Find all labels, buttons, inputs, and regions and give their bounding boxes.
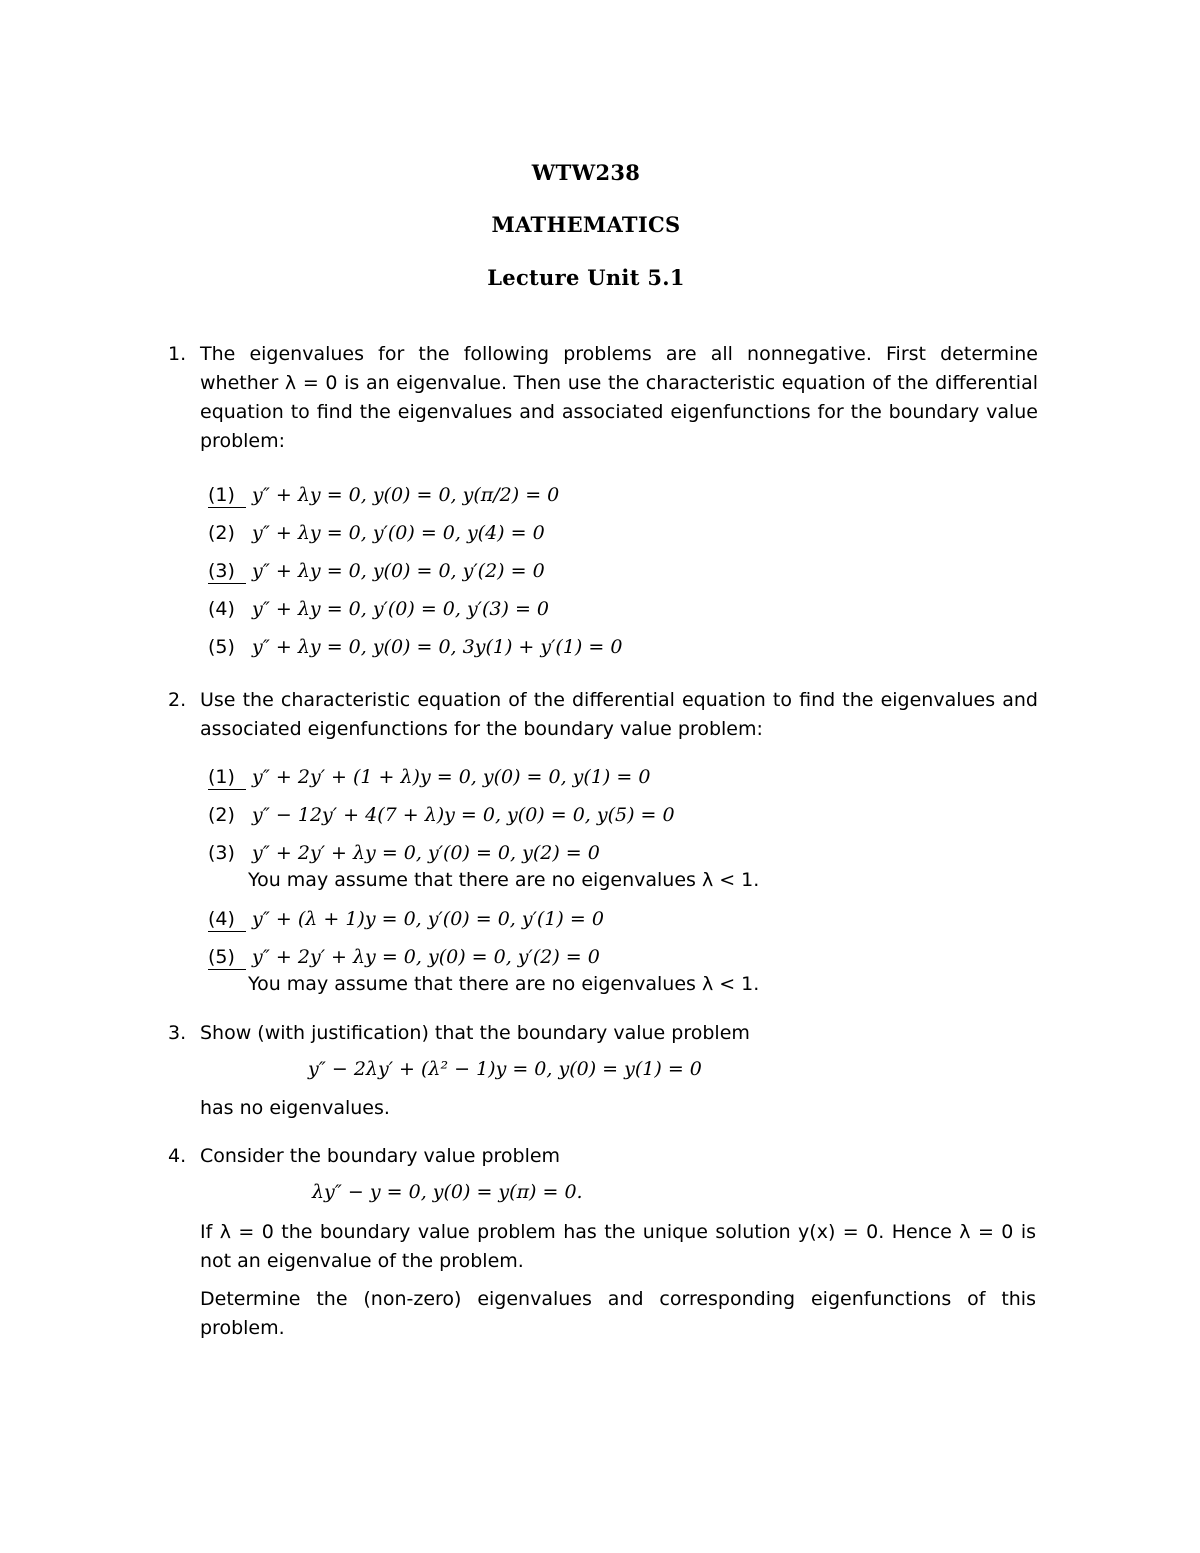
equation-item <box>208 518 545 548</box>
equation: y″ + 2y′ + λy = 0, y(0) = 0, y′(2) = 0 <box>252 946 600 968</box>
equation: y″ − 12y′ + 4(7 + λ)y = 0, y(0) = 0, y(5) = 0 <box>252 804 675 826</box>
display-equation: y″ − 2λy′ + (λ² − 1)y = 0, y(0) = y(1) = 0 <box>308 1058 702 1080</box>
problem-text: Use the characteristic equation of the differential equation to find the eigenvalues and associated eigenfunctions for the boundary value problem: <box>200 689 1038 740</box>
equation-item <box>208 838 600 868</box>
equation: y″ + λy = 0, y(0) = 0, y(π/2) = 0 <box>252 484 560 506</box>
equation-label: (5) <box>208 636 235 658</box>
problem-number: 3. <box>168 1022 187 1044</box>
equation-label: (3) <box>208 842 235 864</box>
equation: y″ + λy = 0, y(0) = 0, y′(2) = 0 <box>252 560 545 582</box>
course-code: WTW238 <box>531 160 641 185</box>
equation-label: (3) <box>208 559 246 584</box>
unit-title: Lecture Unit 5.1 <box>487 265 685 290</box>
equation-label: (4) <box>208 598 235 620</box>
problem-text: has no eigenvalues. <box>200 1097 390 1119</box>
equation-item <box>208 800 675 830</box>
problem-text: Determine the (non-zero) eigenvalues and corresponding eigenfunctions of this problem. <box>200 1288 1036 1339</box>
equation-label: (2) <box>208 804 235 826</box>
display-equation: λy″ − y = 0, y(0) = y(π) = 0. <box>312 1181 583 1203</box>
problem-4 <box>168 1142 1038 1171</box>
problem-2 <box>168 686 1038 744</box>
problem-3 <box>168 1019 1038 1048</box>
assumption-note: You may assume that there are no eigenvalues λ < 1. <box>248 869 760 891</box>
problem-number: 4. <box>168 1145 187 1167</box>
equation-item <box>208 904 604 934</box>
equation-item <box>208 762 650 792</box>
equation-label: (2) <box>208 522 235 544</box>
equation-item <box>208 556 545 586</box>
problem-1 <box>168 340 1038 456</box>
equation-item <box>208 632 622 662</box>
equation-label: (4) <box>208 907 246 932</box>
problem-text: Show (with justification) that the boundary value problem <box>200 1022 750 1044</box>
problem-text: If λ = 0 the boundary value problem has the unique solution y(x) = 0. Hence λ = 0 is not an eigenvalue of the problem. <box>200 1221 1036 1272</box>
equation-item <box>208 594 549 624</box>
assumption-note: You may assume that there are no eigenvalues λ < 1. <box>248 973 760 995</box>
problem-text: The eigenvalues for the following problems are all nonnegative. First determine whether λ = 0 is an eigenvalue. Then use the characteristic equation of the differential equation to find the eigenvalues and associated eigenfunctions for the boundary value problem: <box>200 343 1038 452</box>
equation-label: (1) <box>208 765 246 790</box>
problem-number: 1. <box>168 343 187 365</box>
equation-label: (5) <box>208 945 246 970</box>
problem-text: Consider the boundary value problem <box>200 1145 561 1167</box>
equation: y″ + (λ + 1)y = 0, y′(0) = 0, y′(1) = 0 <box>252 908 604 930</box>
equation: y″ + λy = 0, y(0) = 0, 3y(1) + y′(1) = 0 <box>252 636 623 658</box>
equation-item <box>208 480 559 510</box>
equation: y″ + λy = 0, y′(0) = 0, y′(3) = 0 <box>252 598 549 620</box>
equation: y″ + 2y′ + λy = 0, y′(0) = 0, y(2) = 0 <box>252 842 600 864</box>
problem-number: 2. <box>168 689 187 711</box>
equation: y″ + 2y′ + (1 + λ)y = 0, y(0) = 0, y(1) = 0 <box>252 766 651 788</box>
equation-label: (1) <box>208 483 246 508</box>
subject-title: MATHEMATICS <box>491 212 681 237</box>
equation-item <box>208 942 600 972</box>
equation: y″ + λy = 0, y′(0) = 0, y(4) = 0 <box>252 522 545 544</box>
